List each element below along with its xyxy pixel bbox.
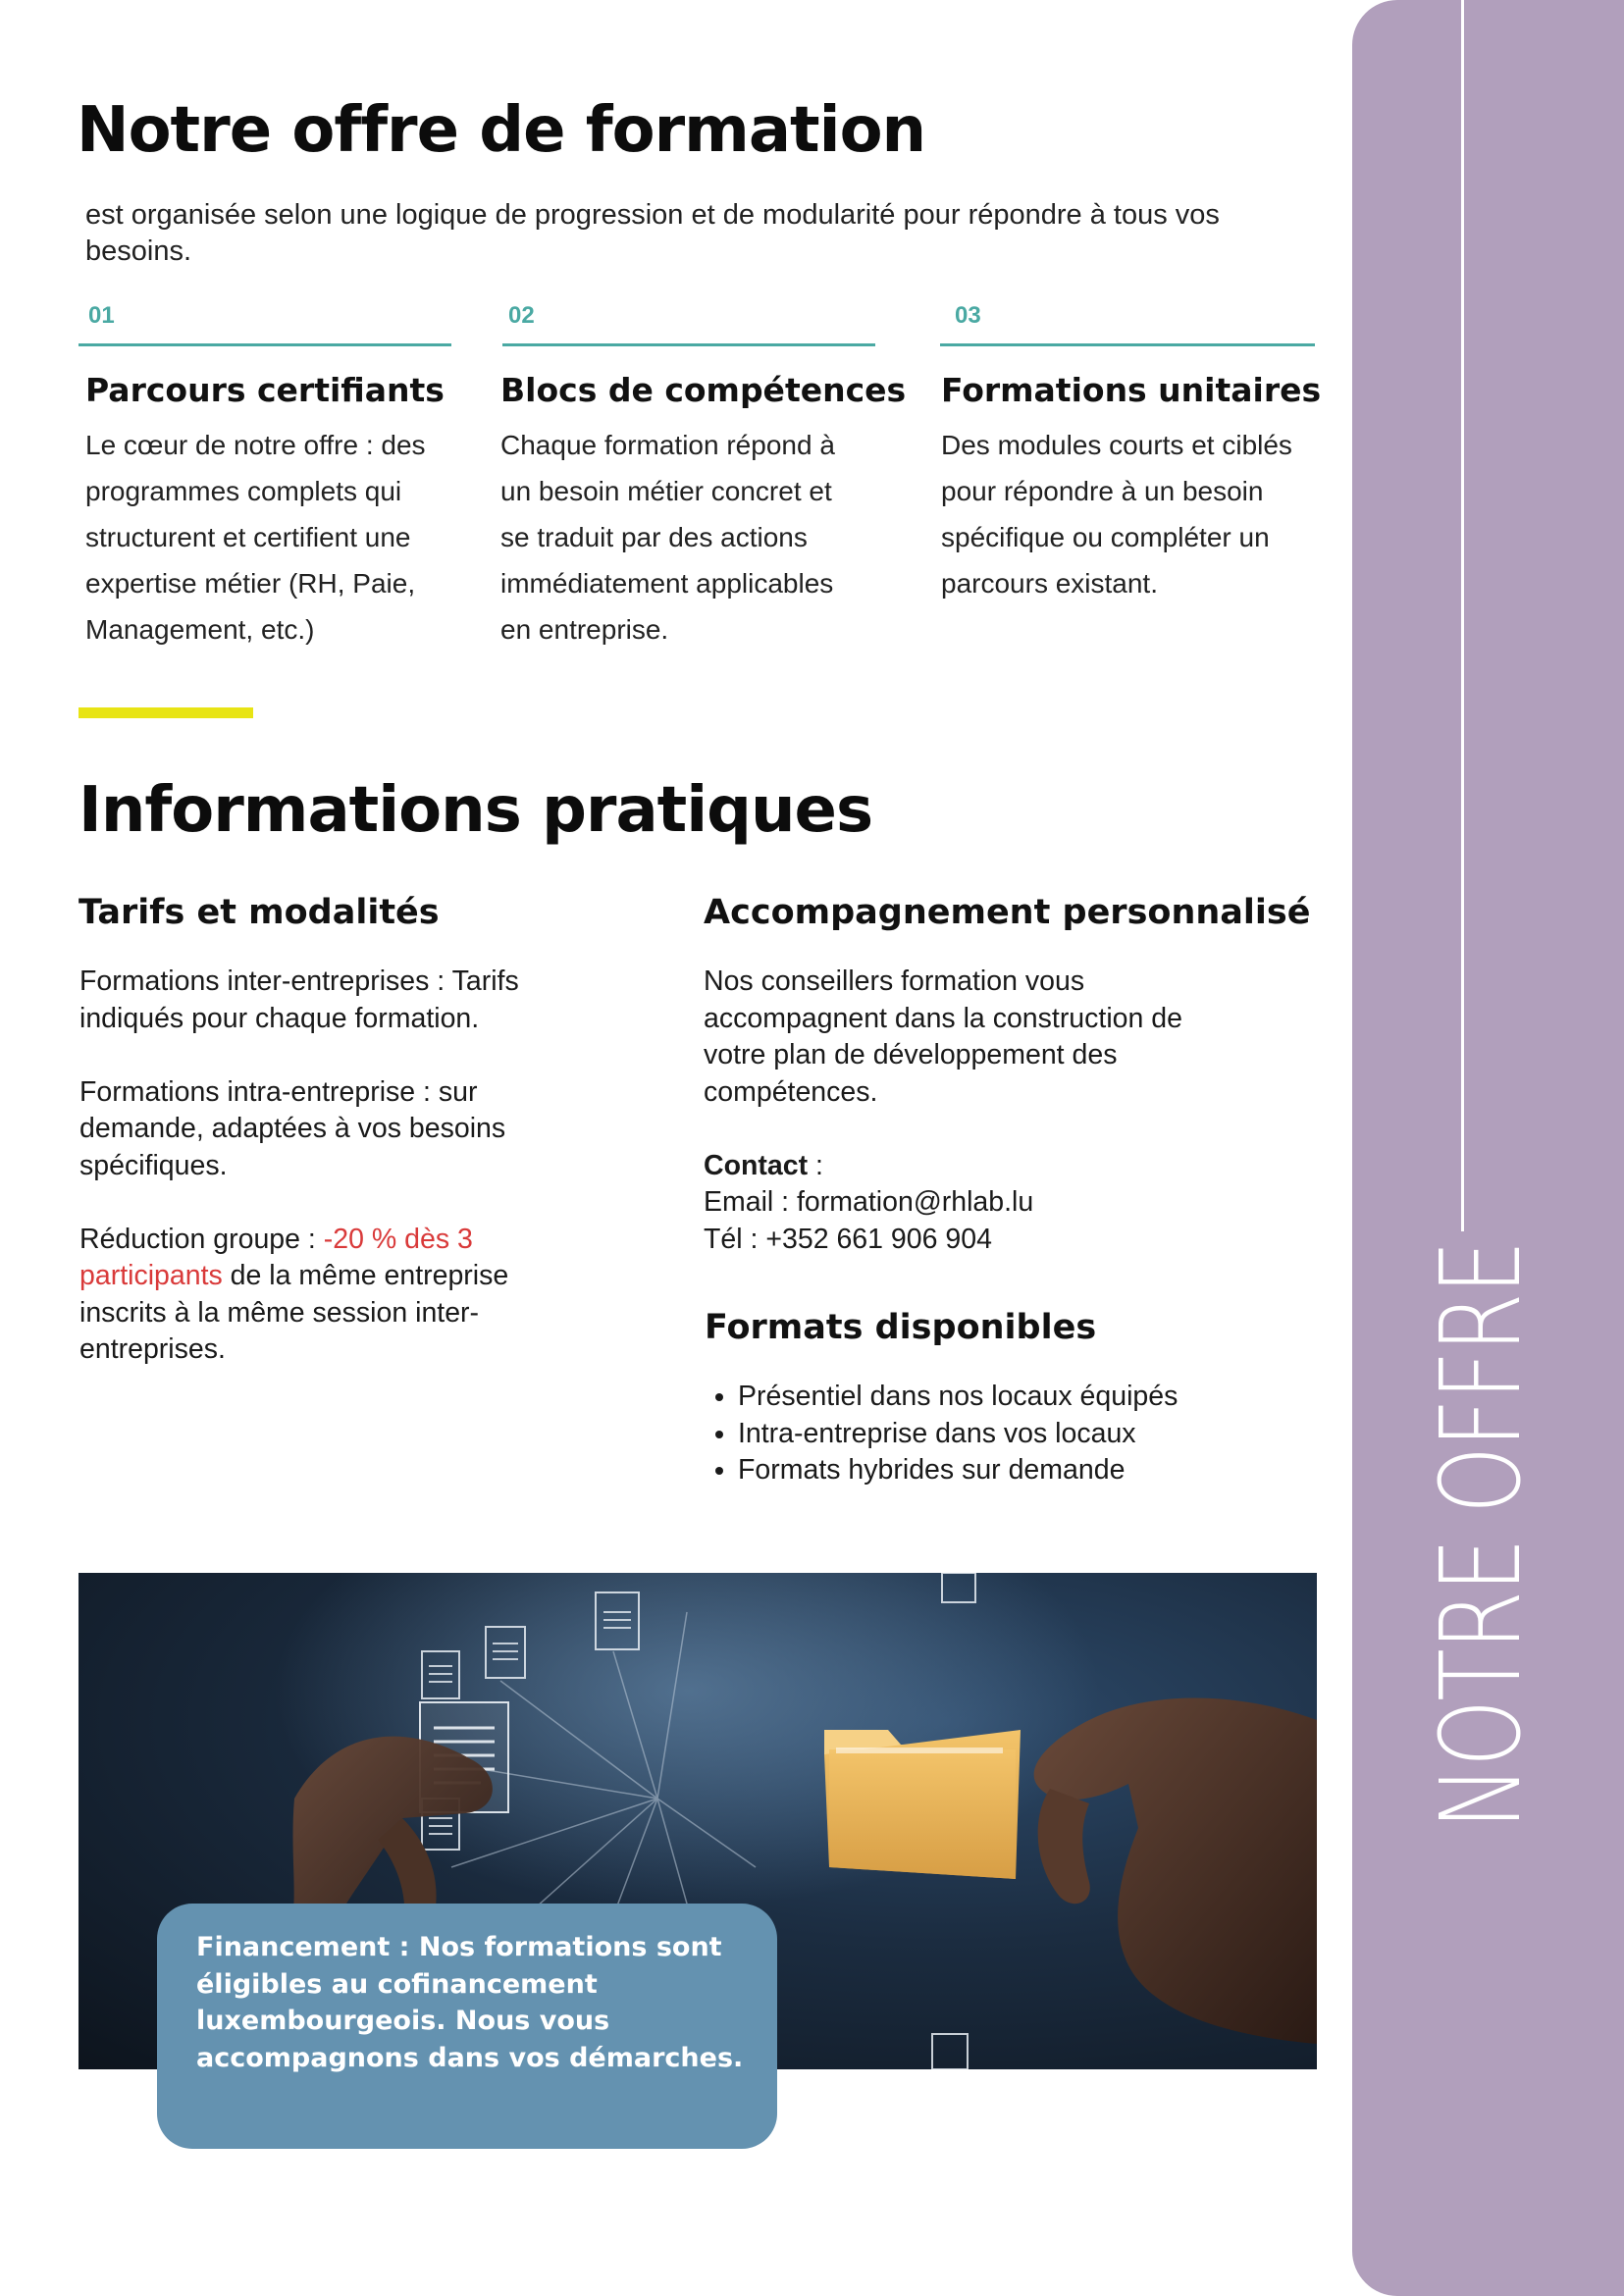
column-body-blocs: Chaque formation répond à un besoin métier concret et se traduit par des actions immédiatement applicables en entreprise. bbox=[500, 430, 835, 645]
reduction-highlight: -20 % dès 3 bbox=[323, 1223, 473, 1255]
contact-email[interactable]: Email : formation@rhlab.lu bbox=[704, 1186, 1034, 1218]
formats-title: Formats disponibles bbox=[705, 1308, 1097, 1347]
column-rule bbox=[502, 343, 875, 346]
side-title: NOTRE OFFRE bbox=[1418, 1241, 1545, 1830]
column-rule bbox=[940, 343, 1315, 346]
offer-lead: est organisée selon une logique de progression et de modularité pour répondre à tous vos besoins. bbox=[85, 199, 1220, 267]
contact-label: Contact bbox=[704, 1149, 809, 1181]
side-band bbox=[1352, 0, 1624, 2296]
list-item: • Formats hybrides sur demande bbox=[738, 1452, 1313, 1489]
accompagnement-title: Accompagnement personnalisé bbox=[704, 893, 1311, 932]
column-rule bbox=[79, 343, 451, 346]
list-item: • Intra-entreprise dans vos locaux bbox=[738, 1416, 1313, 1453]
column-title-unitaires: Formations unitaires bbox=[941, 371, 1322, 409]
contact-phone[interactable]: Tél : +352 661 906 904 bbox=[704, 1223, 992, 1255]
column-number-02: 02 bbox=[508, 302, 535, 329]
tarifs-block: Formations inter-entreprises : Tarifs indiqués pour chaque formation. Formations intra-entreprise : sur demande, adaptées à vos besoins spécifiques. Réduction groupe : -20 % dès 3 participants de la même entreprise inscrits à la même session inter- entreprises. bbox=[79, 965, 519, 1365]
column-number-03: 03 bbox=[955, 302, 981, 329]
column-title-parcours: Parcours certifiants bbox=[85, 371, 445, 409]
formats-list bbox=[705, 1379, 1313, 1489]
column-body-unitaires: Des modules courts et ciblés pour répondre à un besoin spécifique ou compléter un parcours existant. bbox=[941, 430, 1292, 599]
side-divider-line bbox=[1461, 0, 1464, 1231]
column-title-blocs: Blocs de compétences bbox=[500, 371, 907, 409]
reduction-highlight: participants bbox=[79, 1260, 223, 1291]
financement-text: Financement : Nos formations sont éligibles au cofinancement luxembourgeois. Nous vous accompagnons dans vos démarches. bbox=[196, 1932, 744, 2073]
accompagnement-block: Nos conseillers formation vous accompagnent dans la construction de votre plan de développement des compétences. Contact : Email : formation@rhlab.lu Tél : +352 661 906 904 bbox=[704, 964, 1312, 1258]
column-number-01: 01 bbox=[88, 302, 115, 329]
financement-callout bbox=[157, 1904, 777, 2149]
list-item: • Présentiel dans nos locaux équipés bbox=[738, 1379, 1313, 1416]
column-body-parcours: Le cœur de notre offre : des programmes complets qui structurent et certifient une expertise métier (RH, Paie, Management, etc.) bbox=[85, 430, 426, 645]
offer-title: Notre offre de formation bbox=[77, 94, 926, 167]
info-title: Informations pratiques bbox=[79, 774, 873, 847]
yellow-accent-bar bbox=[79, 707, 253, 718]
tarifs-title: Tarifs et modalités bbox=[79, 893, 440, 932]
